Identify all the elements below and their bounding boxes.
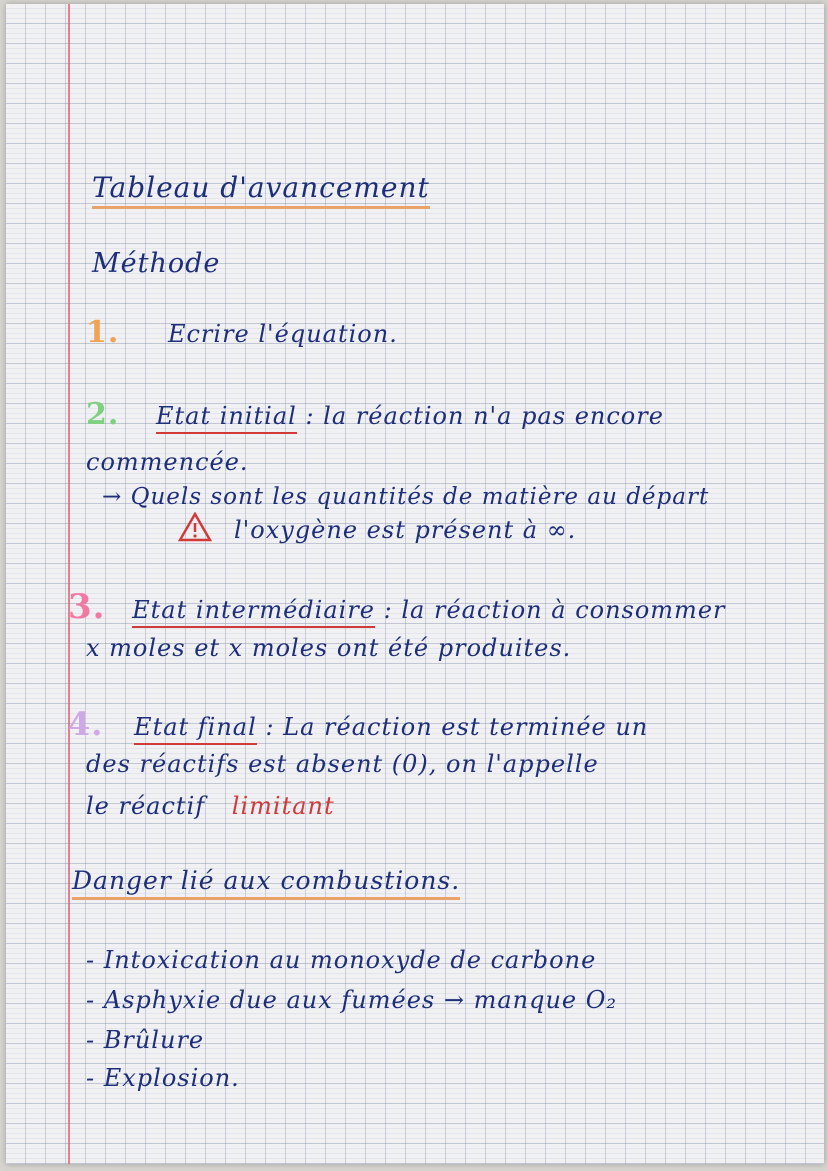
step-4 [68,705,649,743]
step-4-number: 4. [68,705,104,743]
step-4-last-prefix: le réactif [86,792,206,820]
danger-item-2: - Asphyxie due aux fumées → manque O₂ [86,986,618,1014]
danger-heading: Danger lié aux combustions. [72,866,460,900]
step-2-text: : la réaction n'a pas encore [305,402,664,430]
step-2 [86,397,664,432]
step-1-text: Ecrire l'équation. [167,320,398,348]
step-2-label: Etat initial [156,402,297,434]
danger-item-3: - Brûlure [86,1026,205,1054]
step-3-continuation: x moles et x moles ont été produites. [86,634,572,662]
step-4-text: : La réaction est terminée un [265,713,649,741]
danger-item-4: - Explosion. [86,1064,240,1092]
warning-triangle-icon [178,512,212,542]
methode-heading: Méthode [92,248,221,279]
step-3-text: : la réaction à consommer [383,596,726,624]
notebook-page [6,4,824,1164]
step-1 [86,315,398,350]
step-2-continuation: commencée. [86,448,249,476]
step-4-label: Etat final [134,713,257,745]
margin-line [68,4,70,1164]
step-3-label: Etat intermédiaire [132,596,375,628]
step-2-warning: l'oxygène est présent à ∞. [234,516,577,544]
step-4-last-line [86,794,335,818]
step-2-number: 2. [86,397,120,432]
step-4-continuation: des réactifs est absent (0), on l'appelle [86,750,599,778]
step-3 [68,587,726,627]
step-3-number: 3. [68,587,106,627]
step-2-question: → Quels sont les quantités de matière au départ [102,484,710,510]
step-1-number: 1. [86,315,120,350]
danger-item-1: - Intoxication au monoxyde de carbone [86,946,597,974]
limitant-word: limitant [231,792,335,820]
page-title: Tableau d'avancement [92,171,430,209]
